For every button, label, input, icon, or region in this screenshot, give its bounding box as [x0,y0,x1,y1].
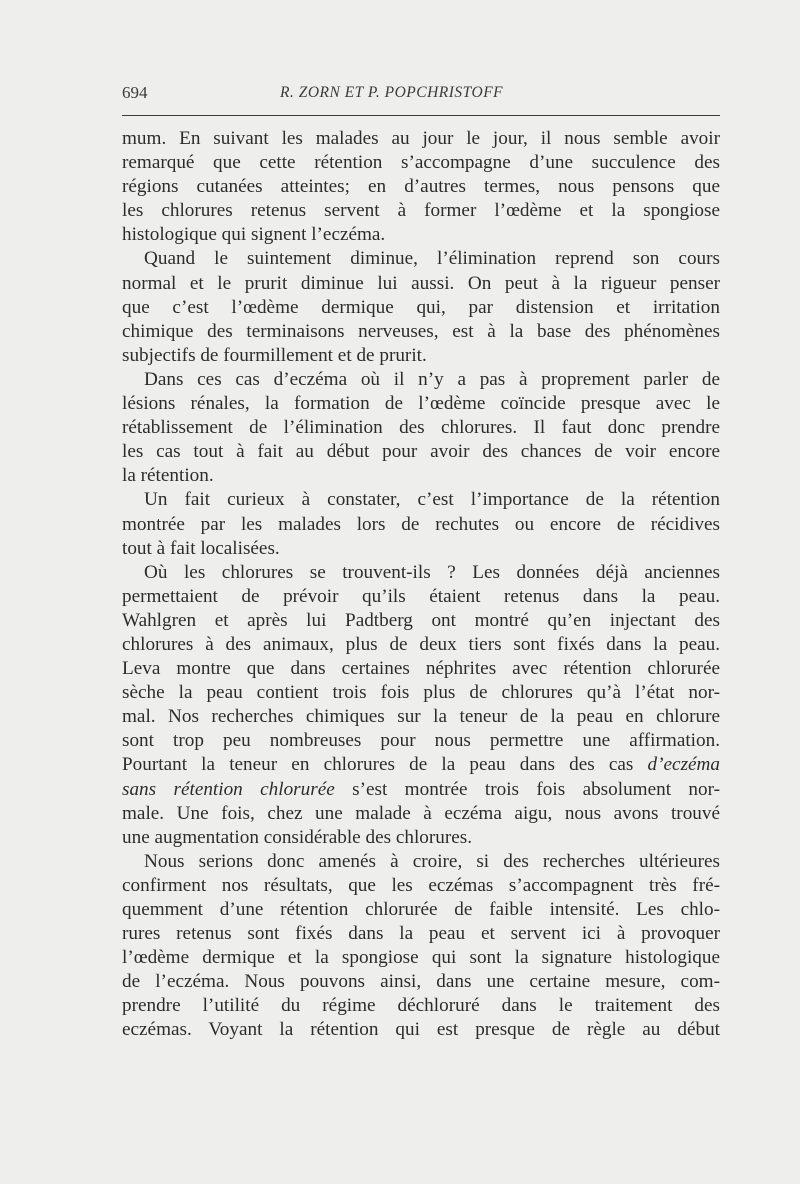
text-line: eczémas. Voyant la rétention qui est presque de règle au début [122,1019,720,1041]
text-line: Leva montre que dans certaines néphrites avec rétention chlorurée [122,658,720,680]
text-line: quemment d’une rétention chlorurée de faible intensité. Les chlo- [122,899,720,920]
text-line: lésions rénales, la formation de l’œdème coïncide presque avec le [122,393,720,415]
paragraph-2 [122,247,720,367]
text-line: male. Une fois, chez une malade à eczéma aigu, nous avons trouvé [122,802,720,824]
text-line: la rétention. [122,465,214,487]
text-line: histologique qui signent l’eczéma. [122,224,386,246]
text-line: régions cutanées atteintes; en d’autres termes, nous pensons que [122,176,720,198]
text-line: que c’est l’œdème dermique qui, par distension et irritation [122,296,720,318]
text-line: l’œdème dermique et la spongiose qui sont la signature histologique [122,947,720,969]
text-line: confirment nos résultats, que les eczémas s’accompagnent très fré- [122,874,720,896]
text-segment: Pourtant la teneur en chlorures de la peau dans des cas [122,754,648,776]
text-line: rétablissement de l’élimination des chlorures. Il faut donc prendre [122,417,720,439]
paragraph-5 [122,561,720,850]
italic-term: sans rétention chlorurée [122,778,335,800]
paragraph-4 [122,488,720,560]
text-line: sont trop peu nombreuses pour nous permettre une affirmation. [122,730,720,752]
running-title: R. ZORN ET P. POPCHRISTOFF [280,84,504,101]
text-line: rures retenus sont fixés dans la peau et servent ici à provoquer [122,923,720,945]
text-line: normal et le prurit diminue lui aussi. On peut à la rigueur penser [122,272,720,294]
header-rule [122,115,720,116]
text-line: Wahlgren et après lui Padtberg ont montré qu’en injectant des [122,609,720,631]
text-line: les cas tout à fait au début pour avoir des chances de voir encore [122,441,720,463]
text-line: montrée par les malades lors de rechutes ou encore de récidives [122,513,720,535]
page-number: 694 [122,83,148,102]
running-head [122,83,720,105]
text-line: permettaient de prévoir qu’ils étaient retenus dans la peau. [122,585,720,607]
paragraph-1 [122,127,720,247]
text-line: sèche la peau contient trois fois plus de chlorures qu’à l’état nor- [122,682,720,704]
text-line: Où les chlorures se trouvent-ils ? Les données déjà anciennes [144,561,720,583]
text-line [122,778,720,802]
text-line: Quand le suintement diminue, l’élimination reprend son cours [144,248,720,270]
body-text [122,127,720,1043]
text-line: remarqué que cette rétention s’accompagne d’une succulence des [122,152,720,174]
text-line: Dans ces cas d’eczéma où il n’y a pas à proprement parler de [144,368,720,390]
text-line [122,753,720,777]
text-line: mal. Nos recherches chimiques sur la teneur de la peau en chlorure [122,706,720,728]
text-line: tout à fait localisées. [122,537,280,559]
text-line: chlorures à des animaux, plus de deux tiers sont fixés dans la peau. [122,633,720,655]
text-line: une augmentation considérable des chlorures. [122,826,473,848]
text-line: chimique des terminaisons nerveuses, est à la base des phénomènes [122,320,720,342]
text-line: Un fait curieux à constater, c’est l’importance de la rétention [144,489,720,511]
text-line: Nous serions donc amenés à croire, si des recherches ultérieures [144,850,720,872]
paragraph-6 [122,850,720,1043]
text-line: mum. En suivant les malades au jour le jour, il nous semble avoir [122,128,720,149]
italic-term: d’eczéma [647,754,720,776]
text-line: prendre l’utilité du régime déchloruré dans le traitement des [122,995,720,1017]
text-line: les chlorures retenus servent à former l’œdème et la spongiose [122,200,720,222]
text-line: de l’eczéma. Nous pouvons ainsi, dans une certaine mesure, com- [122,971,720,993]
paragraph-3 [122,368,720,488]
text-line: subjectifs de fourmillement et de prurit. [122,344,427,366]
text-segment: s’est montrée trois fois absolument nor- [334,778,720,800]
